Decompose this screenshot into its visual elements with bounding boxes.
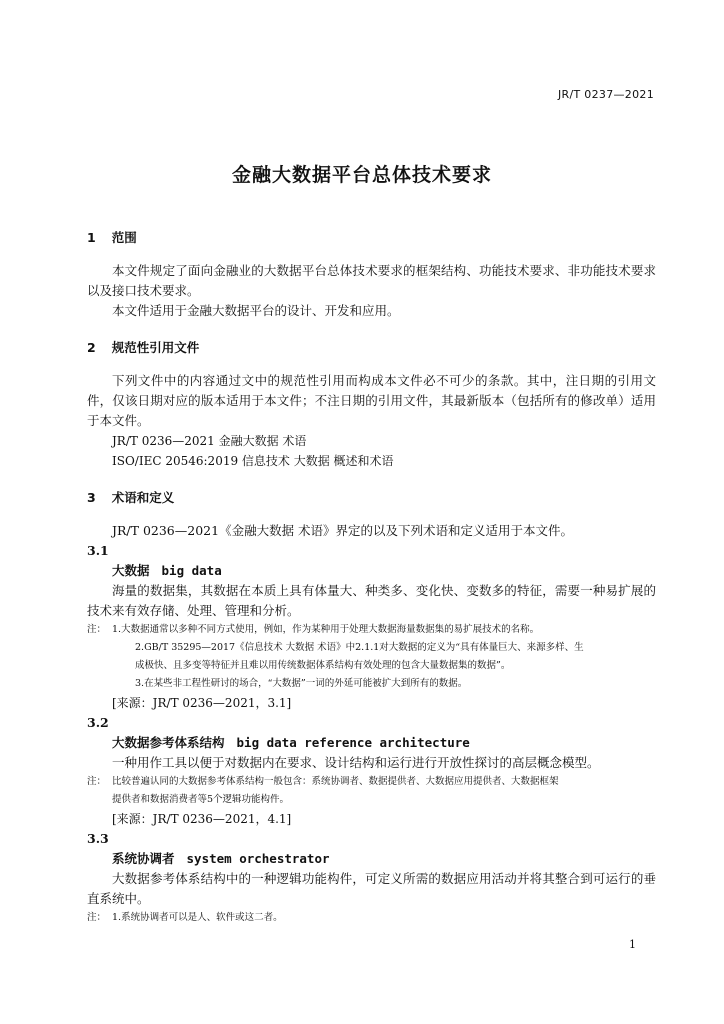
term-en: system orchestrator xyxy=(186,851,330,866)
note-text: 提供者和数据消费者等5个逻辑功能构件。 xyxy=(112,794,290,805)
note-text: 成极快、且多变等特征并且难以用传统数据体系结构有效处理的包含大量数据集的数据”。 xyxy=(135,660,511,671)
paragraph: JR/T 0236—2021《金融大数据 术语》界定的以及下列术语和定义适用于本文件。 xyxy=(112,523,574,538)
section-number: 2 xyxy=(87,340,96,355)
term-zh: 大数据参考体系结构 xyxy=(112,735,225,750)
note xyxy=(87,773,656,791)
note xyxy=(87,621,656,639)
term-source: [来源：JR/T 0236—2021，3.1] xyxy=(112,696,292,710)
section-title: 术语和定义 xyxy=(111,490,175,505)
term-number: 3.1 xyxy=(87,543,109,558)
standard-code: JR/T 0237—2021 xyxy=(558,88,654,101)
term-number: 3.2 xyxy=(87,715,109,730)
term-definition: 一种用作工具以便于对数据内在要求、设计结构和运行进行开放性探讨的高层概念模型。 xyxy=(112,755,600,770)
term-zh: 大数据 xyxy=(112,563,150,578)
section-heading-3 xyxy=(87,487,656,509)
section-title: 范围 xyxy=(111,230,137,245)
section-heading-1 xyxy=(87,227,656,249)
note-text: 1.大数据通常以多种不同方式使用，例如，作为某种用于处理大数据海量数据集的易扩展技术的名称。 xyxy=(112,624,540,635)
paragraph: 下列文件中的内容通过文中的规范性引用而构成本文件必不可少的条款。其中，注日期的引用文件，仅该日期对应的版本适用于本文件；不注日期的引用文件，其最新版本（包括所有的修改单）适用于本文件。 xyxy=(87,373,656,428)
note-text: 2.GB/T 35295—2017《信息技术 大数据 术语》中2.1.1对大数据的定义为“具有体量巨大、来源多样、生 xyxy=(135,642,584,653)
term-definition: 海量的数据集，其数据在本质上具有体量大、种类多、变化快、变数多的特征，需要一种易扩展的技术来有效存储、处理、管理和分析。 xyxy=(87,583,656,618)
note xyxy=(87,909,656,927)
term-en: big data xyxy=(161,563,222,578)
term-definition: 大数据参考体系结构中的一种逻辑功能构件，可定义所需的数据应用活动并将其整合到可运行的垂直系统中。 xyxy=(87,871,656,906)
section-number: 1 xyxy=(87,230,96,245)
term-number: 3.3 xyxy=(87,831,109,846)
term-zh: 系统协调者 xyxy=(112,851,175,866)
term-heading xyxy=(87,849,656,869)
term-source: [来源：JR/T 0236—2021，4.1] xyxy=(112,812,292,826)
note-label: 注： xyxy=(87,912,107,923)
page-number: 1 xyxy=(629,938,636,951)
paragraph: 本文件规定了面向金融业的大数据平台总体技术要求的框架结构、功能技术要求、非功能技术要求以及接口技术要求。 xyxy=(87,263,656,298)
term-heading xyxy=(87,733,656,753)
term-en: big data reference architecture xyxy=(236,735,470,750)
section-number: 3 xyxy=(87,490,96,505)
document-body xyxy=(87,227,656,927)
section-heading-2 xyxy=(87,337,656,359)
note-label: 注： xyxy=(87,624,107,635)
reference-item: ISO/IEC 20546:2019 信息技术 大数据 概述和术语 xyxy=(112,454,394,468)
reference-item: JR/T 0236—2021 金融大数据 术语 xyxy=(112,434,307,448)
page-title: 金融大数据平台总体技术要求 xyxy=(231,164,492,186)
section-title: 规范性引用文件 xyxy=(111,340,200,355)
paragraph: 本文件适用于金融大数据平台的设计、开发和应用。 xyxy=(112,303,400,318)
term-heading xyxy=(87,561,656,581)
note-text: 比较普遍认同的大数据参考体系结构一般包含：系统协调者、数据提供者、大数据应用提供者、大数据框架 xyxy=(112,776,559,787)
note-text: 3.在某些非工程性研讨的场合，“大数据”一词的外延可能被扩大到所有的数据。 xyxy=(135,678,468,689)
note-label: 注： xyxy=(87,776,107,787)
note-text: 1.系统协调者可以是人、软件或这二者。 xyxy=(112,912,283,923)
